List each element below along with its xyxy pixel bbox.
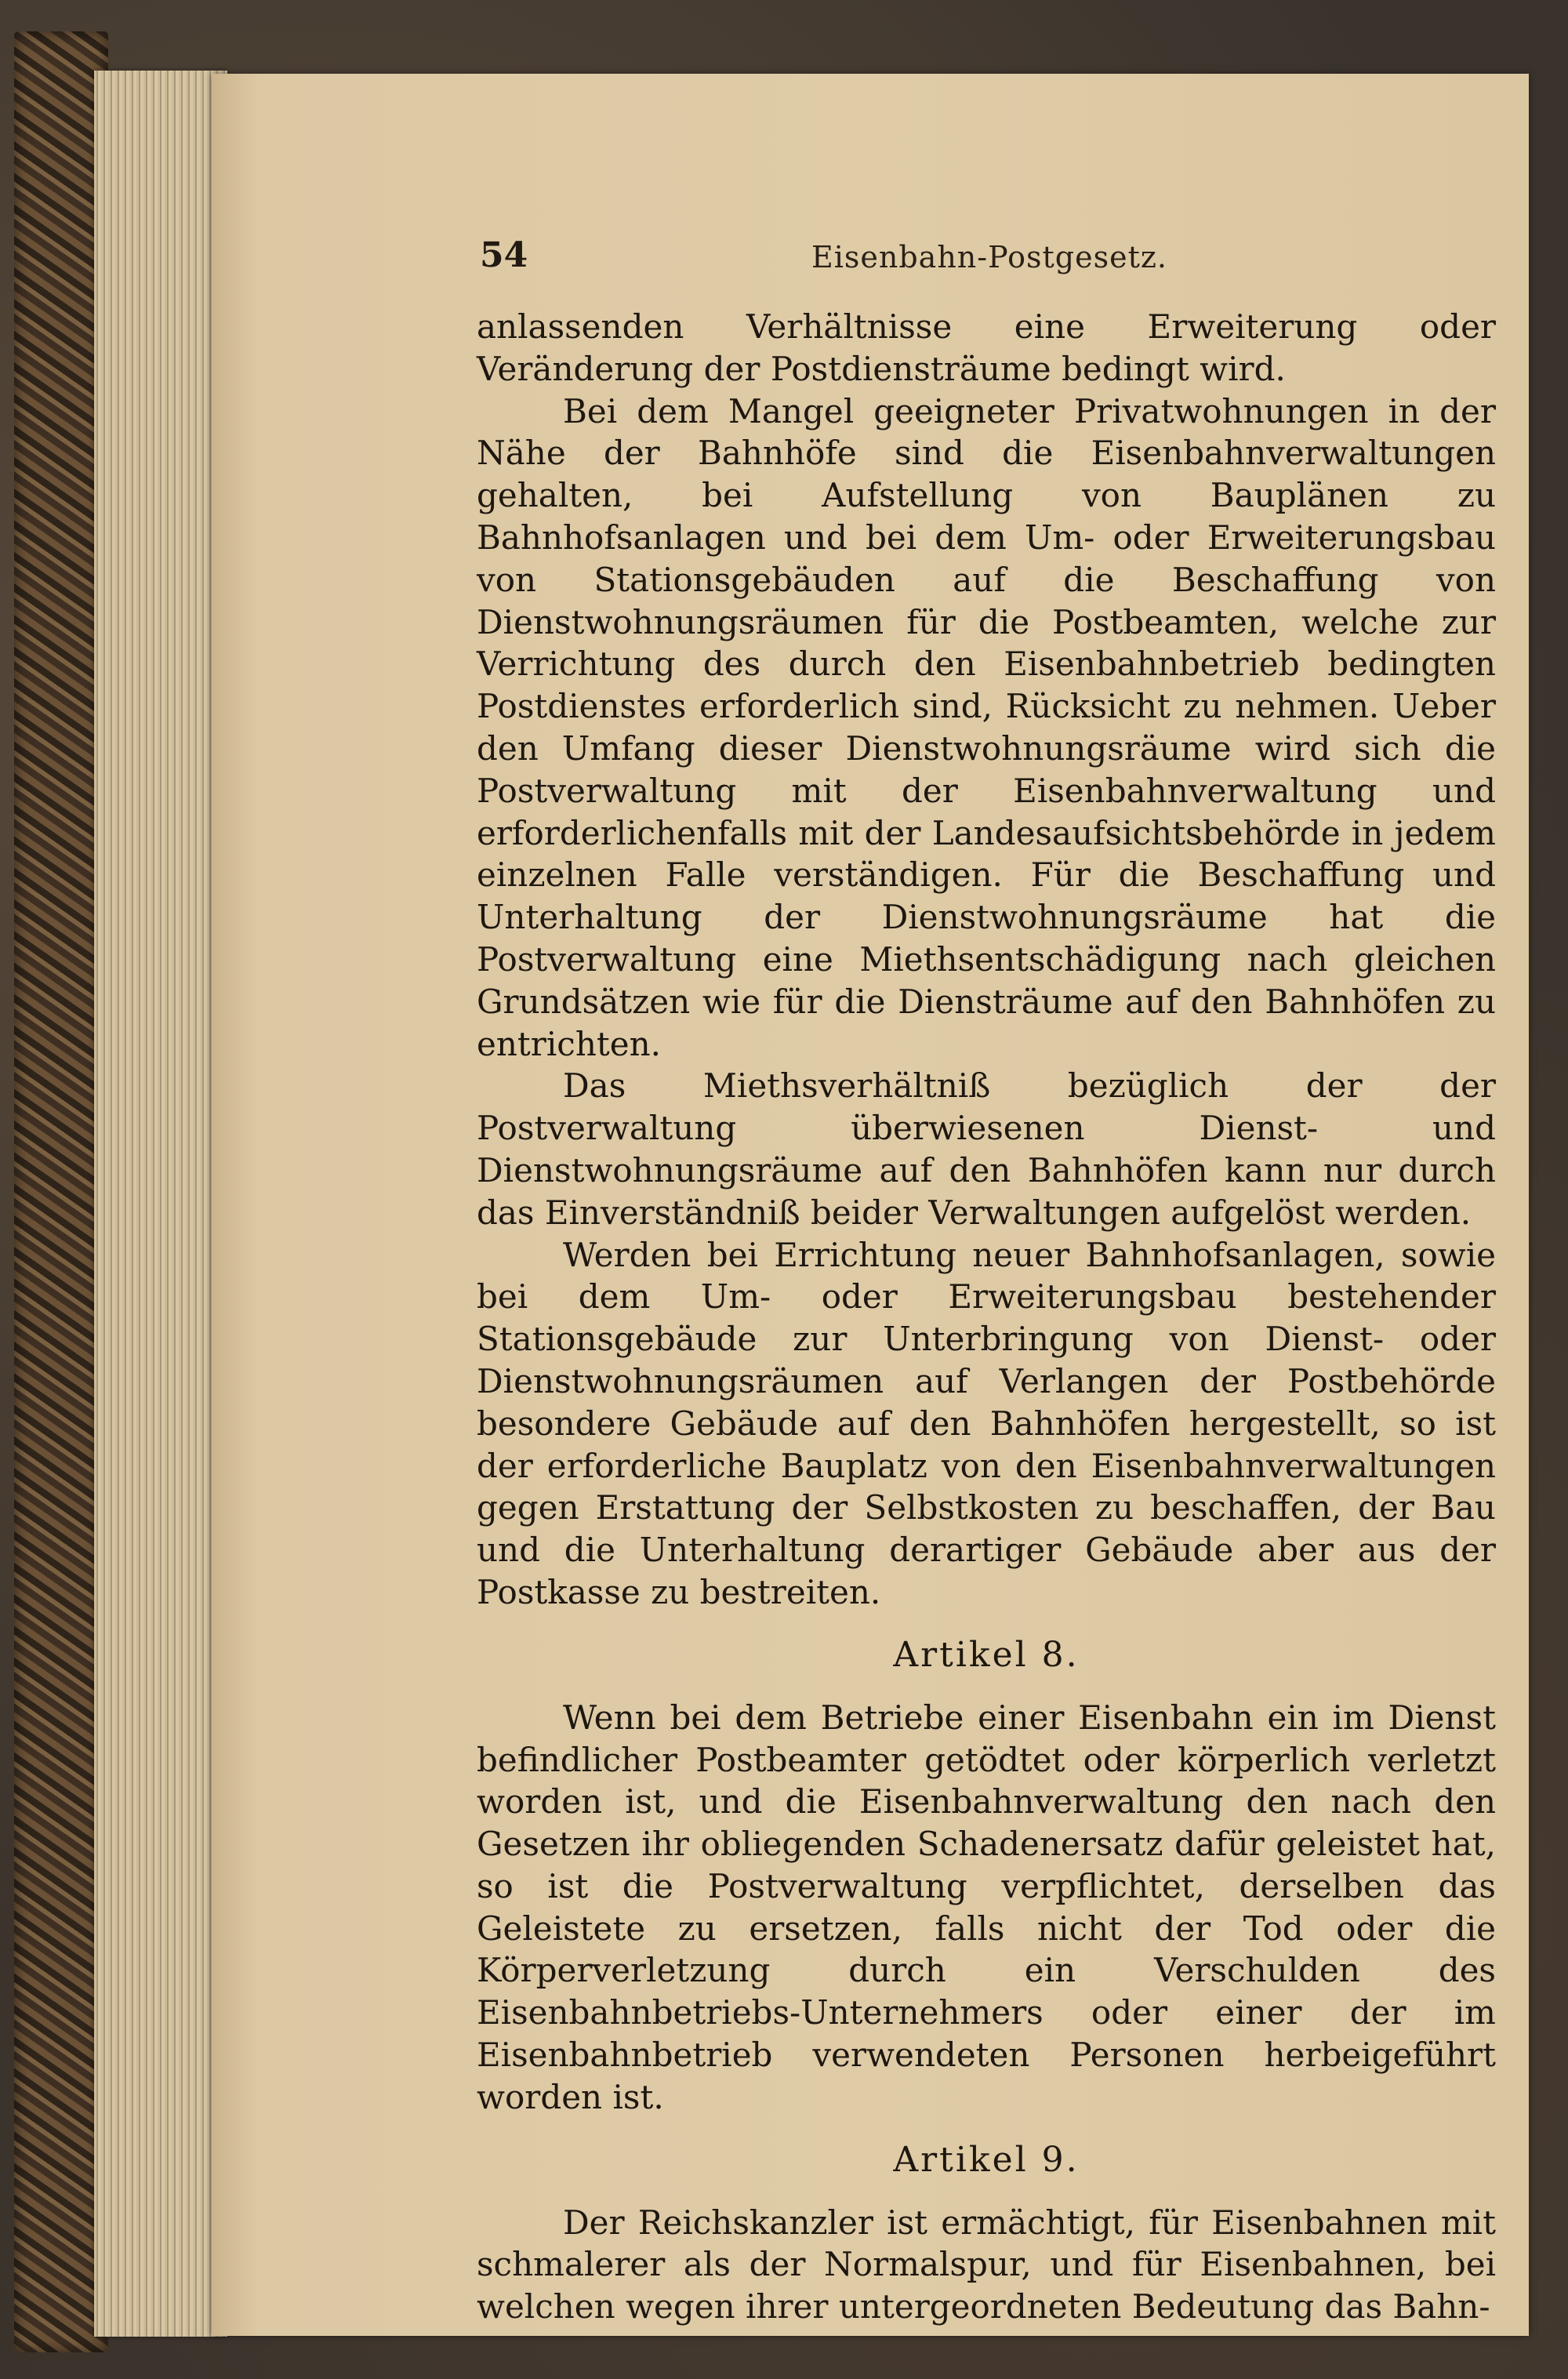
paragraph-dienstwohnungen: Bei dem Mangel geeigneter Privatwohnungen in der Nähe der Bahnhöfe sind die Eisenbahnverwaltungen gehalten, bei Aufstellung von Bauplänen zu Bahnhofsanlagen und bei dem Um- oder Erweiterungsbau von Stationsgebäuden auf die Beschaffung von Dienstwohnungsräumen für die Postbeamten, welche zur Verrichtung des durch den Eisenbahnbetrieb bedingten Postdienstes erforderlich sind, Rücksicht zu nehmen. Ueber den Umfang dieser Dienstwohnungsräume wird sich die Postverwaltung mit der Eisenbahnverwaltung und erforderlichenfalls mit der Landesaufsichtsbehörde in jedem einzelnen Falle verständigen. Für die Beschaffung und Unterhaltung der Dienstwohnungsräume hat die Postverwaltung eine Miethsentschädigung nach gleichen Grundsätzen wie für die Diensträume auf den Bahnhöfen zu entrichten. — [477, 391, 1496, 1063]
page-edges — [94, 71, 227, 2337]
paragraph-continuation: anlassenden Verhältnisse eine Erweiterung oder Veränderung der Postdiensträume bedingt wird. — [477, 307, 1496, 388]
paragraph-bahnhofsanlagen: Werden bei Errichtung neuer Bahnhofsanlagen, sowie bei dem Um- oder Erweiterungsbau bestehender Stationsgebäude zur Unterbringung von Dienst- oder Dienstwohnungsräumen auf Verlangen der Postbehörde besondere Gebäude auf den Bahnhöfen hergestellt, so ist der erforderliche Bauplatz von den Eisenbahnverwaltungen gegen Erstattung der Selbstkosten zu beschaffen, der Bau und die Unterhaltung derartiger Gebäude aber aus der Postkasse zu bestreiten. — [477, 1235, 1496, 1611]
running-title: Eisenbahn-Postgesetz. — [811, 240, 1167, 274]
article-9-heading: Artikel 9. — [893, 2139, 1080, 2180]
page-body — [477, 306, 1496, 2328]
article-9-text: Der Reichskanzler ist ermächtigt, für Eisenbahnen mit schmalerer als der Normalspur, und für Eisenbahnen, bei welchen wegen ihrer untergeordneten Bedeutung das Bahn- — [477, 2203, 1496, 2326]
article-8-text: Wenn bei dem Betriebe einer Eisenbahn ein im Dienst befindlicher Postbeamter getödtet oder körperlich verletzt worden ist, und die Eisenbahnverwaltung den nach den Gesetzen ihr obliegenden Schadenersatz dafür geleistet hat, so ist die Postverwaltung verpflichtet, derselben das Geleistete zu ersetzen, falls nicht der Tod oder die Körperverletzung durch ein Verschulden des Eisenbahnbetriebs-Unternehmers oder einer der im Eisenbahnbetrieb verwendeten Personen herbeigeführt worden ist. — [477, 1698, 1496, 2116]
page-number: 54 — [480, 235, 528, 275]
page-header — [480, 235, 1499, 282]
article-8-heading: Artikel 8. — [893, 1634, 1080, 1675]
paragraph-miethsverhaeltniss: Das Miethsverhältniß bezüglich der der Postverwaltung überwiesenen Dienst- und Dienstwohnungsräume auf den Bahnhöfen kann nur durch das Einverständniß beider Verwaltungen aufgelöst werden. — [477, 1066, 1496, 1232]
